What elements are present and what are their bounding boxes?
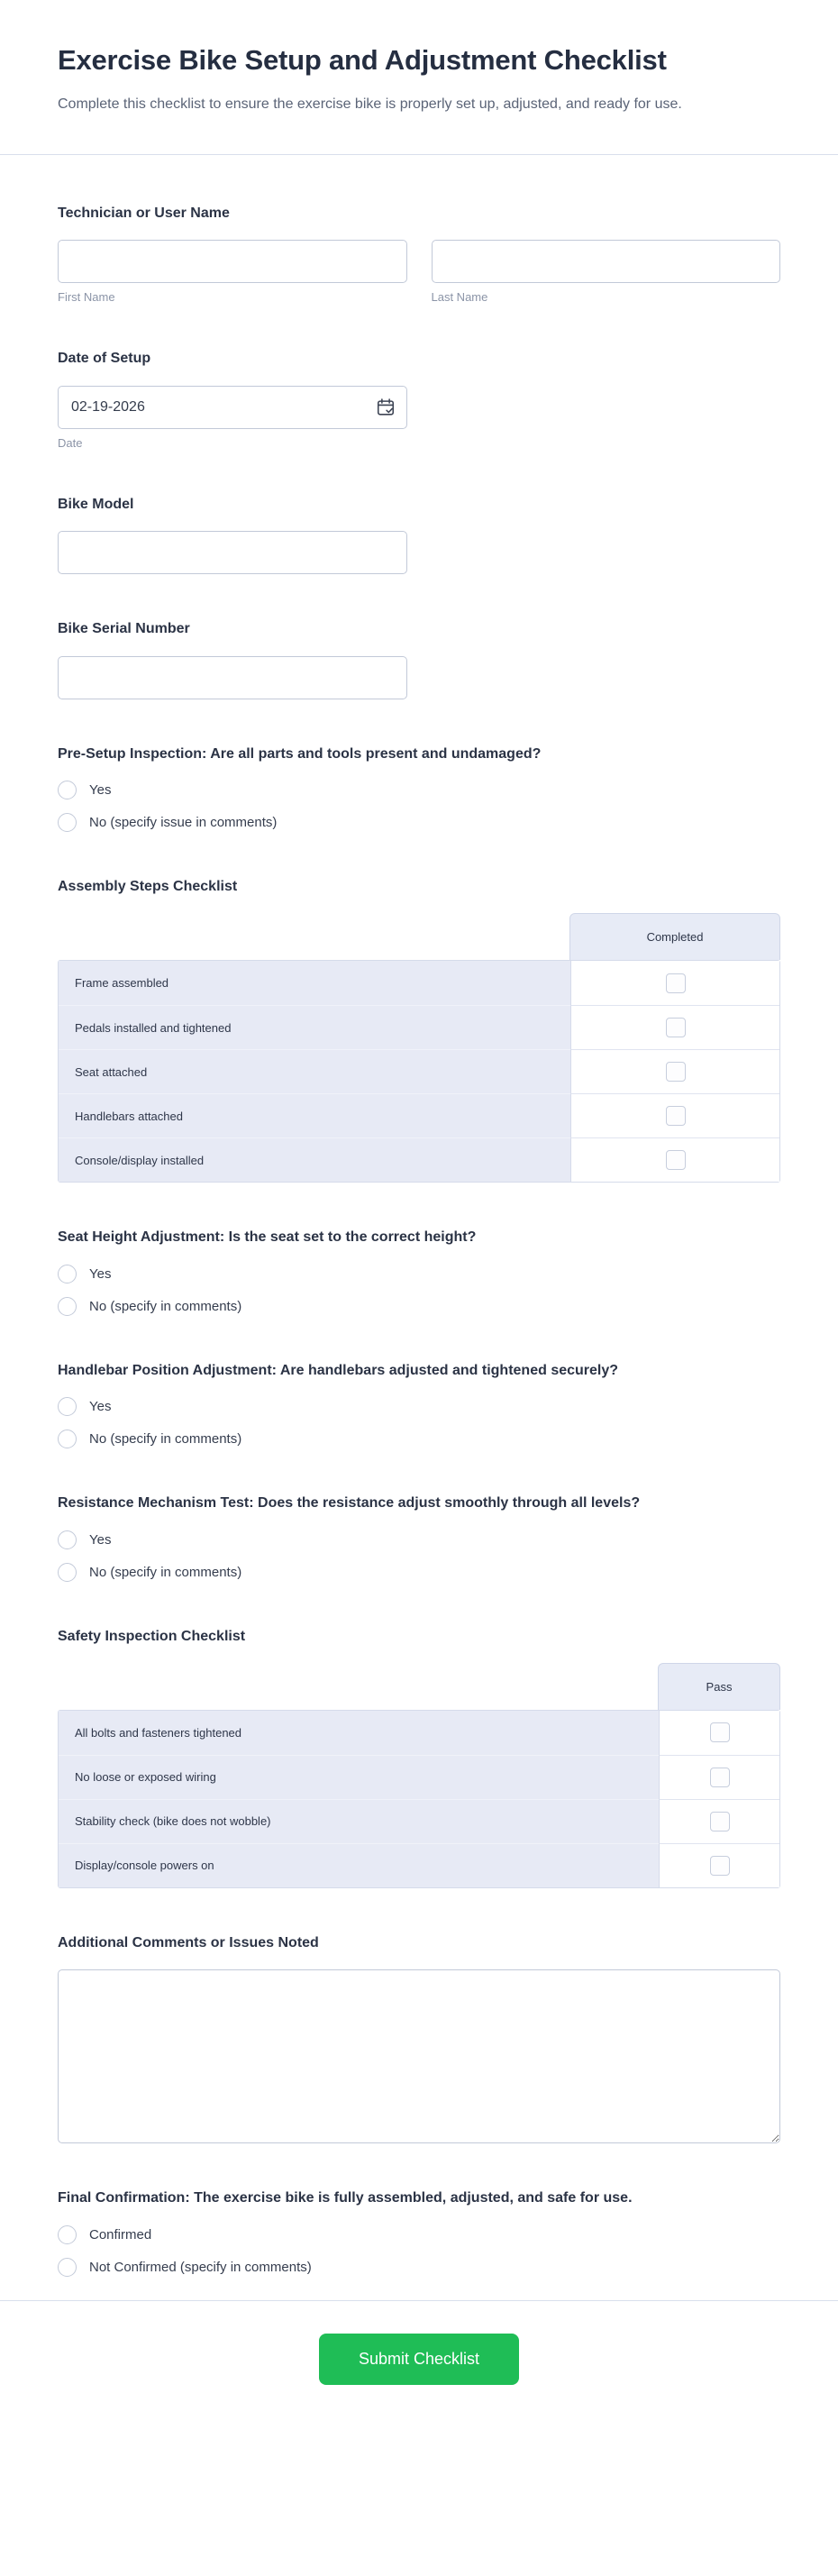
- radio-icon[interactable]: [58, 2258, 77, 2277]
- column-header-pass: Pass: [658, 1663, 780, 1710]
- radio-option-no[interactable]: No (specify in comments): [58, 1430, 780, 1448]
- question-comments: [58, 1933, 780, 2143]
- question-final-confirmation: [58, 2188, 780, 2276]
- radio-option-no[interactable]: No (specify in comments): [58, 1563, 780, 1582]
- checkbox[interactable]: [666, 1018, 686, 1037]
- question-assembly-checklist: [58, 877, 780, 1183]
- radio-option-yes[interactable]: Yes: [58, 1397, 780, 1416]
- question-pre-setup-inspection: [58, 744, 780, 832]
- checkbox[interactable]: [666, 1106, 686, 1126]
- question-label: Assembly Steps Checklist: [58, 879, 238, 895]
- question-safety-checklist: [58, 1627, 780, 1888]
- radio-icon[interactable]: [58, 1563, 77, 1582]
- radio-option-confirmed[interactable]: Confirmed: [58, 2225, 780, 2244]
- table-row: Pedals installed and tightened: [59, 1005, 779, 1049]
- checkbox[interactable]: [666, 973, 686, 993]
- radio-icon[interactable]: [58, 813, 77, 832]
- column-header-completed: Completed: [569, 913, 780, 960]
- question-handlebar-position: [58, 1361, 780, 1448]
- question-label: Resistance Mechanism Test: Does the resistance adjust smoothly through all levels?: [58, 1495, 641, 1512]
- assembly-table-header: [58, 913, 780, 960]
- checkbox[interactable]: [710, 1812, 730, 1832]
- date-field: [58, 386, 407, 429]
- question-label: Pre-Setup Inspection: Are all parts and tools present and undamaged?: [58, 745, 542, 762]
- radio-icon[interactable]: [58, 2225, 77, 2244]
- first-name-sublabel: First Name: [58, 290, 115, 305]
- table-row: Seat attached: [59, 1049, 779, 1093]
- radio-option-yes[interactable]: Yes: [58, 781, 780, 799]
- date-sublabel: Date: [58, 435, 83, 450]
- last-name-sublabel: Last Name: [431, 290, 488, 305]
- question-label: Additional Comments or Issues Noted: [58, 1934, 319, 1950]
- radio-icon[interactable]: [58, 1530, 77, 1549]
- radio-icon[interactable]: [58, 1297, 77, 1316]
- question-seat-height: [58, 1228, 780, 1315]
- question-technician-name: [58, 204, 780, 304]
- radio-icon[interactable]: [58, 1430, 77, 1448]
- safety-table-header: [58, 1663, 780, 1710]
- question-label: Bike Serial Number: [58, 621, 190, 637]
- radio-option-no[interactable]: No (specify in comments): [58, 1297, 780, 1316]
- form-subtitle: Complete this checklist to ensure the exercise bike is properly set up, adjusted, and ready for use.: [58, 96, 682, 112]
- calendar-icon[interactable]: [376, 397, 396, 417]
- resistance-radio-group: [58, 1530, 780, 1582]
- question-label: Safety Inspection Checklist: [58, 1628, 246, 1644]
- question-date-of-setup: [58, 349, 780, 449]
- assembly-table: [58, 913, 780, 1183]
- radio-option-not-confirmed[interactable]: Not Confirmed (specify in comments): [58, 2258, 780, 2277]
- seat-height-radio-group: [58, 1265, 780, 1316]
- form-body: [0, 155, 838, 2300]
- checkbox[interactable]: [666, 1062, 686, 1082]
- radio-option-yes[interactable]: Yes: [58, 1265, 780, 1283]
- radio-icon[interactable]: [58, 781, 77, 799]
- table-row: Console/display installed: [59, 1137, 779, 1182]
- radio-icon[interactable]: [58, 1265, 77, 1283]
- table-row: Display/console powers on: [59, 1843, 779, 1887]
- first-name-group: [58, 240, 407, 304]
- radio-option-yes[interactable]: Yes: [58, 1530, 780, 1549]
- radio-option-no[interactable]: No (specify issue in comments): [58, 813, 780, 832]
- bike-model-input[interactable]: [58, 531, 407, 574]
- form-footer: [0, 2301, 838, 2434]
- question-label: Handlebar Position Adjustment: Are handlebars adjusted and tightened securely?: [58, 1362, 619, 1378]
- last-name-input[interactable]: [432, 240, 781, 283]
- question-label: Bike Model: [58, 496, 134, 512]
- handlebar-radio-group: [58, 1397, 780, 1448]
- checkbox[interactable]: [710, 1722, 730, 1742]
- first-name-input[interactable]: [58, 240, 407, 283]
- form-title: Exercise Bike Setup and Adjustment Checklist: [58, 44, 667, 76]
- table-row: No loose or exposed wiring: [59, 1755, 779, 1799]
- question-label: Seat Height Adjustment: Is the seat set to the correct height?: [58, 1229, 477, 1246]
- pre-setup-radio-group: [58, 781, 780, 832]
- question-label: Date of Setup: [58, 351, 151, 367]
- last-name-group: [432, 240, 781, 304]
- question-label: Technician or User Name: [58, 206, 230, 222]
- table-row: Frame assembled: [59, 961, 779, 1005]
- question-resistance-test: [58, 1494, 780, 1581]
- safety-table: [58, 1663, 780, 1888]
- comments-textarea[interactable]: [58, 1969, 780, 2143]
- final-confirmation-radio-group: [58, 2225, 780, 2277]
- question-bike-serial: [58, 619, 780, 699]
- question-label: Final Confirmation: The exercise bike is fully assembled, adjusted, and safe for use.: [58, 2190, 633, 2206]
- checkbox[interactable]: [710, 1768, 730, 1787]
- checkbox[interactable]: [710, 1856, 730, 1876]
- table-row: All bolts and fasteners tightened: [59, 1711, 779, 1755]
- bike-serial-input[interactable]: [58, 656, 407, 699]
- table-row: Stability check (bike does not wobble): [59, 1799, 779, 1843]
- table-row: Handlebars attached: [59, 1093, 779, 1137]
- checkbox[interactable]: [666, 1150, 686, 1170]
- date-input[interactable]: [58, 386, 407, 429]
- form-header: [0, 0, 838, 154]
- radio-icon[interactable]: [58, 1397, 77, 1416]
- question-bike-model: [58, 495, 780, 574]
- submit-button[interactable]: Submit Checklist: [319, 2334, 519, 2385]
